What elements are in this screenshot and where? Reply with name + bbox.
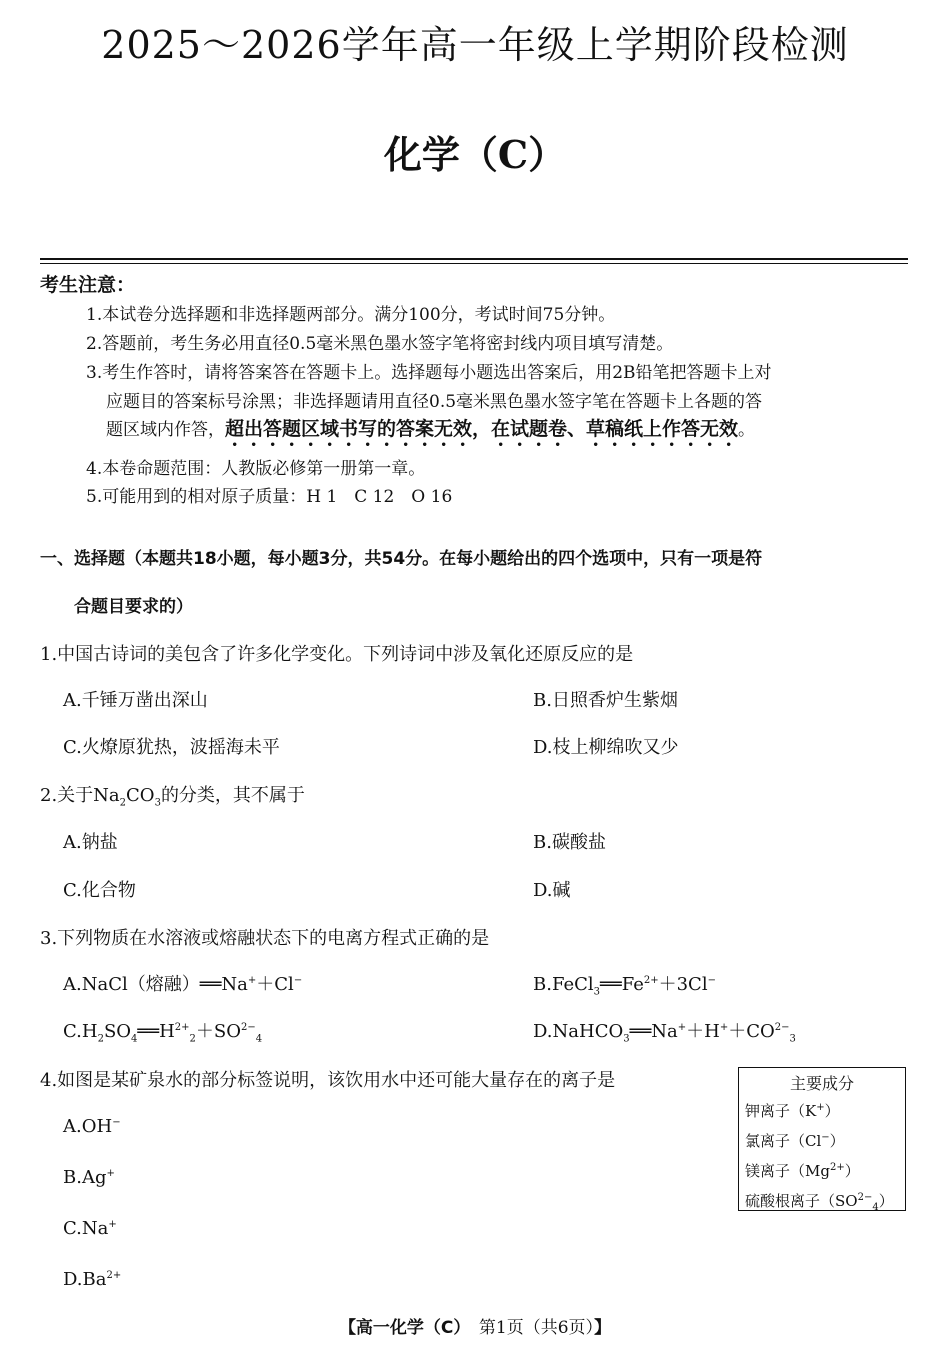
q3d-sup-1: + [677, 1022, 687, 1033]
q3d-pre: D.NaHCO [533, 1021, 624, 1042]
question-2-option-c: C.化合物 [63, 880, 136, 901]
subject-title: 化学（C） [383, 132, 567, 177]
q3a-mid: ＋Cl [256, 974, 294, 995]
q3a-sup-1: + [247, 975, 257, 986]
notice-item-3-pre: 题区域内作答， [106, 420, 225, 440]
q3c-mid-2: ══H [137, 1021, 175, 1042]
q3b-mid: ══Fe [600, 974, 644, 995]
question-2-stem [40, 781, 305, 809]
q2-stem-mid: CO [126, 785, 155, 806]
label-cl-pre: 氯离子（Cl [745, 1132, 822, 1150]
divider-thin [40, 263, 908, 264]
q3c-sub-4: 4 [255, 1033, 263, 1045]
q3a-pre: A.NaCl（熔融）══Na [63, 974, 248, 995]
question-1-option-c: C.火燎原犹热，波摇海未平 [63, 737, 280, 758]
label-cl-sup: − [821, 1132, 830, 1143]
question-4-option-a [63, 1116, 121, 1137]
q3b-sup-2: − [707, 975, 716, 986]
question-3-option-c [63, 1017, 262, 1045]
question-2-option-b: B.碳酸盐 [533, 832, 606, 853]
q3c-sub-2: 4 [131, 1033, 138, 1045]
question-4-option-c [63, 1218, 117, 1239]
divider-thick [40, 258, 908, 260]
question-3-option-b [533, 970, 716, 998]
notice-item-3-line-1: 3.考生作答时，请将答案答在答题卡上。选择题每小题选出答案后，用2B铅笔把答题卡上对 [86, 363, 772, 383]
label-item-magnesium [745, 1160, 860, 1181]
q3d-sub-1: 3 [623, 1033, 630, 1045]
q4b-sup: + [106, 1168, 115, 1179]
question-1-option-b: B.日照香炉生紫烟 [533, 690, 678, 711]
q3d-mid: ══Na [629, 1021, 678, 1042]
q3d-sub-2: 3 [789, 1033, 796, 1045]
mineral-water-label [738, 1067, 906, 1211]
q3b-mid-2: ＋3Cl [658, 974, 708, 995]
footer-subject: 【高一化学（C） [338, 1318, 462, 1338]
q3c-mid-3: ＋SO [195, 1021, 241, 1042]
question-3-stem: 3.下列物质在水溶液或熔融状态下的电离方程式正确的是 [40, 928, 490, 949]
question-1-stem: 1.中国古诗词的美包含了许多化学变化。下列诗词中涉及氧化还原反应的是 [40, 644, 634, 665]
q4d-pre: D.Ba [63, 1269, 107, 1290]
q3c-mid: SO [103, 1021, 132, 1042]
label-so4-end: ） [878, 1192, 894, 1210]
exam-title: 2025～2026学年高一年级上学期阶段检测 [101, 23, 849, 67]
label-mg-pre: 镁离子（Mg [745, 1162, 830, 1180]
q3d-sup-2: + [719, 1022, 729, 1033]
footer-bracket-close: 】 [594, 1318, 612, 1338]
label-so4-pre: 硫酸根离子（SO [745, 1192, 858, 1210]
q2-sub-1: 2 [119, 797, 127, 809]
page-footer [0, 1313, 950, 1338]
footer-page-number: 第1页（共6页） [461, 1318, 595, 1338]
question-3-option-a [63, 970, 302, 996]
q3b-sup-1: 2+ [643, 975, 659, 986]
q4c-sup: + [108, 1219, 117, 1230]
q3c-sub-1: 2 [97, 1033, 104, 1045]
question-2-option-a: A.钠盐 [63, 832, 118, 853]
q3a-sup-2: − [293, 975, 303, 986]
q3d-sup-3: 2− [774, 1022, 790, 1033]
label-so4-sup: 2− [857, 1192, 873, 1203]
q4b-pre: B.Ag [63, 1167, 107, 1188]
label-mg-end: ） [844, 1162, 860, 1180]
q2-sub-2: 3 [154, 797, 161, 809]
question-1-option-d: D.枝上柳绵吹又少 [533, 737, 679, 758]
q2-stem-pre: 2.关于Na [40, 785, 120, 806]
label-title: 主要成分 [789, 1074, 854, 1093]
notice-item-2: 2.答题前，考生务必用直径0.5毫米黑色墨水签字笔将密封线内项目填写清楚。 [86, 334, 674, 354]
notice-heading: 考生注意： [40, 274, 136, 296]
label-k-sup: + [816, 1102, 825, 1113]
label-item-sulfate [745, 1190, 894, 1213]
notice-emphasis: 超出答题区域书写的答案无效，在试题卷、草稿纸上作答无效 [225, 418, 739, 440]
q4a-sup: − [112, 1117, 121, 1128]
notice-item-3-line-2: 应题目的答案标号涂黑；非选择题请用直径0.5毫米黑色墨水签字笔在答题卡上各题的答 [106, 392, 763, 412]
q3c-sup-2: 2− [241, 1022, 256, 1033]
q3b-pre: B.FeCl [533, 974, 594, 995]
q3d-mid-2: ＋H [686, 1021, 720, 1042]
q3d-mid-3: ＋CO [728, 1021, 775, 1042]
question-1-option-a: A.千锤万凿出深山 [63, 690, 208, 711]
notice-item-4: 4.本卷命题范围：人教版必修第一册第一章。 [86, 459, 426, 479]
q3b-sub-1: 3 [593, 986, 601, 998]
notice-item-5: 5.可能用到的相对原子质量：H 1 C 12 O 16 [86, 487, 453, 507]
label-mg-sup: 2+ [829, 1162, 845, 1173]
q4c-pre: C.Na [63, 1218, 109, 1239]
q4a-pre: A.OH [63, 1116, 113, 1137]
question-4-option-d [63, 1269, 121, 1290]
label-k-end: ） [824, 1102, 840, 1120]
q3c-sup-1: 2+ [174, 1022, 190, 1033]
section-1-heading-line-1: 一、选择题（本题共18小题，每小题3分，共54分。在每小题给出的四个选项中，只有一项是符 [40, 549, 763, 569]
notice-item-3-line-3 [106, 414, 755, 451]
question-3-option-d [533, 1017, 796, 1045]
question-4-option-b [63, 1167, 115, 1188]
q4d-sup: 2+ [106, 1270, 122, 1281]
section-1-heading-line-2: 合题目要求的） [74, 597, 193, 617]
label-item-potassium [745, 1100, 840, 1121]
q3c-sub-3: 2 [189, 1033, 196, 1045]
label-k-pre: 钾离子（K [745, 1102, 817, 1120]
q3c-pre: C.H [63, 1021, 98, 1042]
label-cl-end: ） [829, 1132, 845, 1150]
label-item-chloride [745, 1130, 845, 1151]
q2-stem-post: 的分类，其不属于 [160, 785, 305, 806]
notice-item-1: 1.本试卷分选择题和非选择题两部分。满分100分，考试时间75分钟。 [86, 305, 616, 325]
label-so4-sub: 4 [872, 1202, 879, 1213]
question-4-stem: 4.如图是某矿泉水的部分标签说明，该饮用水中还可能大量存在的离子是 [40, 1070, 616, 1091]
question-2-option-d: D.碱 [533, 880, 571, 901]
notice-item-3-end: 。 [738, 420, 756, 440]
